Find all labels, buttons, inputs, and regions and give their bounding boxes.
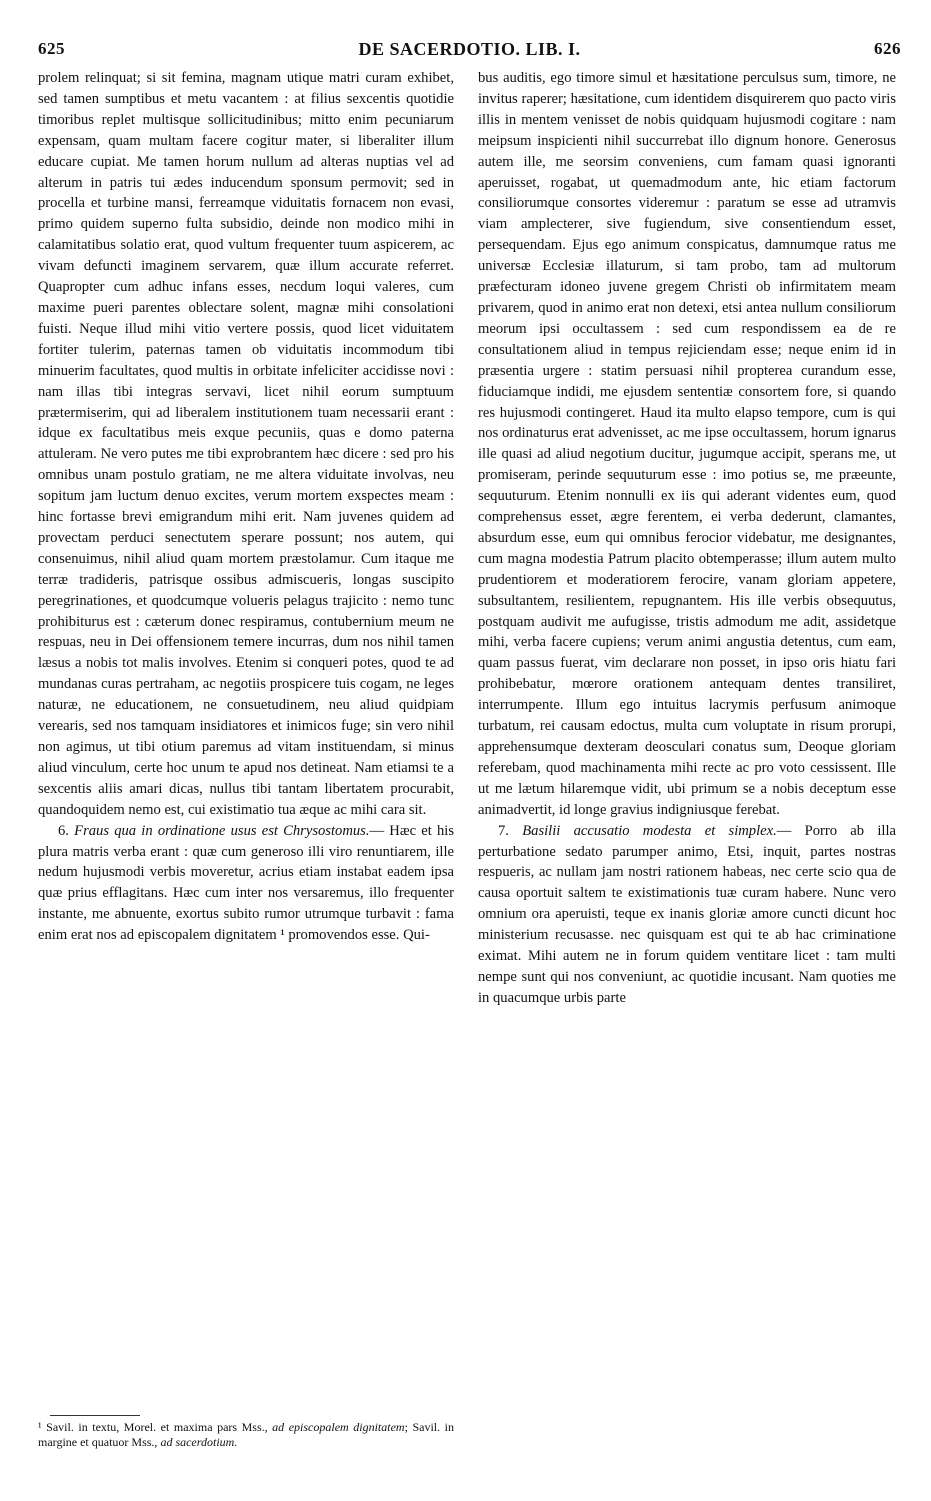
section-body: — Hæc et his plura matris verba erant : quæ cum generoso illi viro renuntiarem, ille nedum hujusmodi verbis moveretur, acrius etiam instabat eadem ipsa quæ prius efflagitans. Hæc cum inter nos versaremus, illo frequenter instante, me abnuente, exortus subito rumor utrumque turbavit : fama enim erat nos ad episcopalem dignitatem ¹ promovendos esse. Qui- xyxy=(38,822,454,944)
paragraph-continued: bus auditis, ego timore simul et hæsitatione perculsus sum, timore, ne invitus raperer; hæsitatione, cum identidem disquirerem quo pacto viris illis in mentem venisset de nobis quidquam hujusmodi cogitare : nam meipsum inspicienti nihil succurrebat illo dignum honore. Generosus autem ille, me seorsim conveniens, cum famam quasi ignoranti aperuisset, rogabat, ut quemadmodum ante, hic etiam factorum consiliorumque consortes videremur : paratum se esse ad utramvis viam amplecterer, sive fugiendum, sive consentiendum esset, persequendam. Ejus ego animum conspicatus, damnumque ratus me universæ Ecclesiæ illaturum, si tam probo, tam ad multorum præfecturam idoneo juvene gregem Christi ob infirmitatem meam privarem, quod in animo erat non detexi, etsi antea nullum consiliorum meorum ipsi occultassem : sed cum respondissem ea de re consultationem aliud in tempus rejiciendam esse; neque enim id in præsentia urgere : statim persuasi nihil propterea curandum esse, fiduciamque indidi, me ejusdem sententiæ consortem fore, si quando res hujusmodi contingeret. Haud ita multo elapso tempore, cum is qui nos ordinaturus erat advenisset, ac me ipse occultassem, horum ignarus ille quasi ad aliud negotium ducitur, jugumque accipit, sperans me, ut promiseram, perinde sequuturum esse : imo potius se, me præeunte, sequuturum. Etenim nonnulli ex iis qui aderant videntes eum, quod comprehensus esset, ægre ferentem, ei verba dederunt, clamantes, absurdum esse, eum qui omnibus ferocior videbatur, me designantes, cum magna modestia Patrum placito obtemperasse; illum autem multo prudentiorem et moderatiorem ferocire, vanam gloriam appetere, subsultantem, resilientem, repugnantem. His ille verbis obsequutus, postquam audivit me aufugisse, tristis admodum me adit, assidetque mihi, verba facere cupiens; verum animi angustia detentus, cum eam, quam passus fuerat, vim declarare non posset, in ipso oris hiatu fari prohibebatur, mœrore orationem antequam dentes transiliret, interrumpente. Illum ego intuitus lacrymis perfusum animoque turbatum, rei causam edoctus, multa cum voluptate in risum prorupi, apprehensumque dexteram deosculari conatus sum, Deoque gloriam referebam, quod machinamenta mihi recte ac pro voto cessissent. Ille ut me lætum hilaremque vidit, ubi primum se a nobis deceptum esse animadvertit, id longe gravius indigniusque ferebat. xyxy=(478,70,896,818)
footnote-text-a: Savil. in textu, Morel. et maxima pars Mss., xyxy=(46,1420,268,1434)
footnote-variant-a: ad episcopalem dignitatem xyxy=(272,1420,405,1434)
page-number-left: 625 xyxy=(38,39,65,58)
running-header xyxy=(38,36,901,62)
footnote-rule xyxy=(50,1415,140,1416)
right-column xyxy=(478,68,896,1009)
section-6-paragraph xyxy=(38,821,454,946)
section-body: — Porro ab illa perturbatione sedato parumper animo, Etsi, inquit, partes nostras respueris, ac nullam jam nostri rationem habeas, nec certe scio qua de causa oportuit saltem te existimationis tuæ curam habere. Nunc vero omnium ora aperuisti, teque ex inanis gloriæ amore cuncti dicunt hoc ministerium recusasse. nec quisquam est qui te ab hac criminatione eximat. Mihi autem ne in forum quidem ventitare licet : tam multi nempe sunt qui nos conveniunt, ac quotidie incusant. Nam quoties me in quacumque urbis parte xyxy=(478,822,896,1006)
footnote-variant-b: ad sacerdotium. xyxy=(160,1435,238,1449)
left-column xyxy=(38,68,454,946)
footnote xyxy=(38,1420,454,1450)
footnote-text-b: ; Savil. in margine et quatuor Mss., xyxy=(38,1420,455,1449)
page-number-right: 626 xyxy=(874,39,901,58)
running-title: DE SACERDOTIO. LIB. I. xyxy=(358,38,581,59)
section-title: Basilii accusatio modesta et simplex. xyxy=(522,822,777,839)
section-number: 7. xyxy=(498,822,509,839)
section-7-paragraph xyxy=(478,821,896,1009)
section-title: Fraus qua in ordinatione usus est Chrysostomus. xyxy=(74,822,370,839)
section-number: 6. xyxy=(58,822,69,839)
paragraph-continued: prolem relinquat; si sit femina, magnam utique matri curam exhibet, sed tamen sumptibus et metu vacantem : at filius sexcentis quotidie timoribus replet multisque sollicitudinibus; mitto enim pecuniarum expensam, quam multam facere cogitur mater, si liberaliter illum educare cupiat. Me tamen horum nullum ad alteras nuptias vel ad alterum in patris tui ædes inducendum sponsum permovit; sed in procella et turbine mansi, ferreamque viduitatis fornacem non evasi, primo quidem superno fulta subsidio, deinde non modico mihi in calamitatibus solatio erat, quod vultum frequenter tuum aspicerem, ac vivam defuncti imaginem servarem, quæ illum accurate referret. Quapropter cum adhuc infans esses, necdum loqui valeres, cum maxime pueri parentes oblectare solent, magnæ mihi consolationi fuisti. Neque illud mihi vitio vertere possis, quod licet viduitatem fortiter tulerim, paternas tamen ob viduitatis incommodum tibi minuerim facultates, quod multis in orbitate infeliciter accidisse novi : nam illas tibi integras servavi, licet nihil eorum sumptuum prætermiserim, qui ad liberalem institutionem tuam necessarii erant : idque ex facultatibus meis exque pecuniis, quas e domo paterna attuleram. Ne vero putes me tibi exprobrantem hæc dicere : sed pro his omnibus unam postulo gratiam, ne me altera viduitate involvas, neu sopitum jam luctum denuo excites, verum mortem exspectes meam : hinc fortasse brevi emigrandum mihi erit. Nam juvenes quidem ad provectam perduci senectutem sperare possunt; nos autem, qui consenuimus, nihil aliud quam mortem præstolamur. Cum itaque me terræ tradideris, patrisque ossibus admiscueris, longas suscipito peregrinationes, et quodcumque volueris pelagus trajicito : nemo tunc prohibiturus est : cæterum donec respiramus, contubernium meum ne respuas, neu in Dei offensionem temere incurras, dum nos nihil tamen læsus a nobis tot malis involves. Etenim si conqueri potes, quod te ad mundanas curas pertraham, ac negotiis prospicere tuis cogam, ne leges naturæ, ne educationem, ne consuetudinem, neu aliud quidpiam verearis, sed nos tamquam insidiatores et inimicos fuge; sin vero nihil non agimus, ut tibi otium paremus ad vitam instituendam, si minus aliud vinculum, certe hoc unum te apud nos detineat. Nam etiamsi te a sexcentis aliis amari dicas, nullus tibi tantam libertatem procurabit, quandoquidem nemo est, cui existimatio tua æque ac mihi cara sit. xyxy=(38,70,454,818)
footnote-mark: ¹ xyxy=(38,1420,42,1434)
